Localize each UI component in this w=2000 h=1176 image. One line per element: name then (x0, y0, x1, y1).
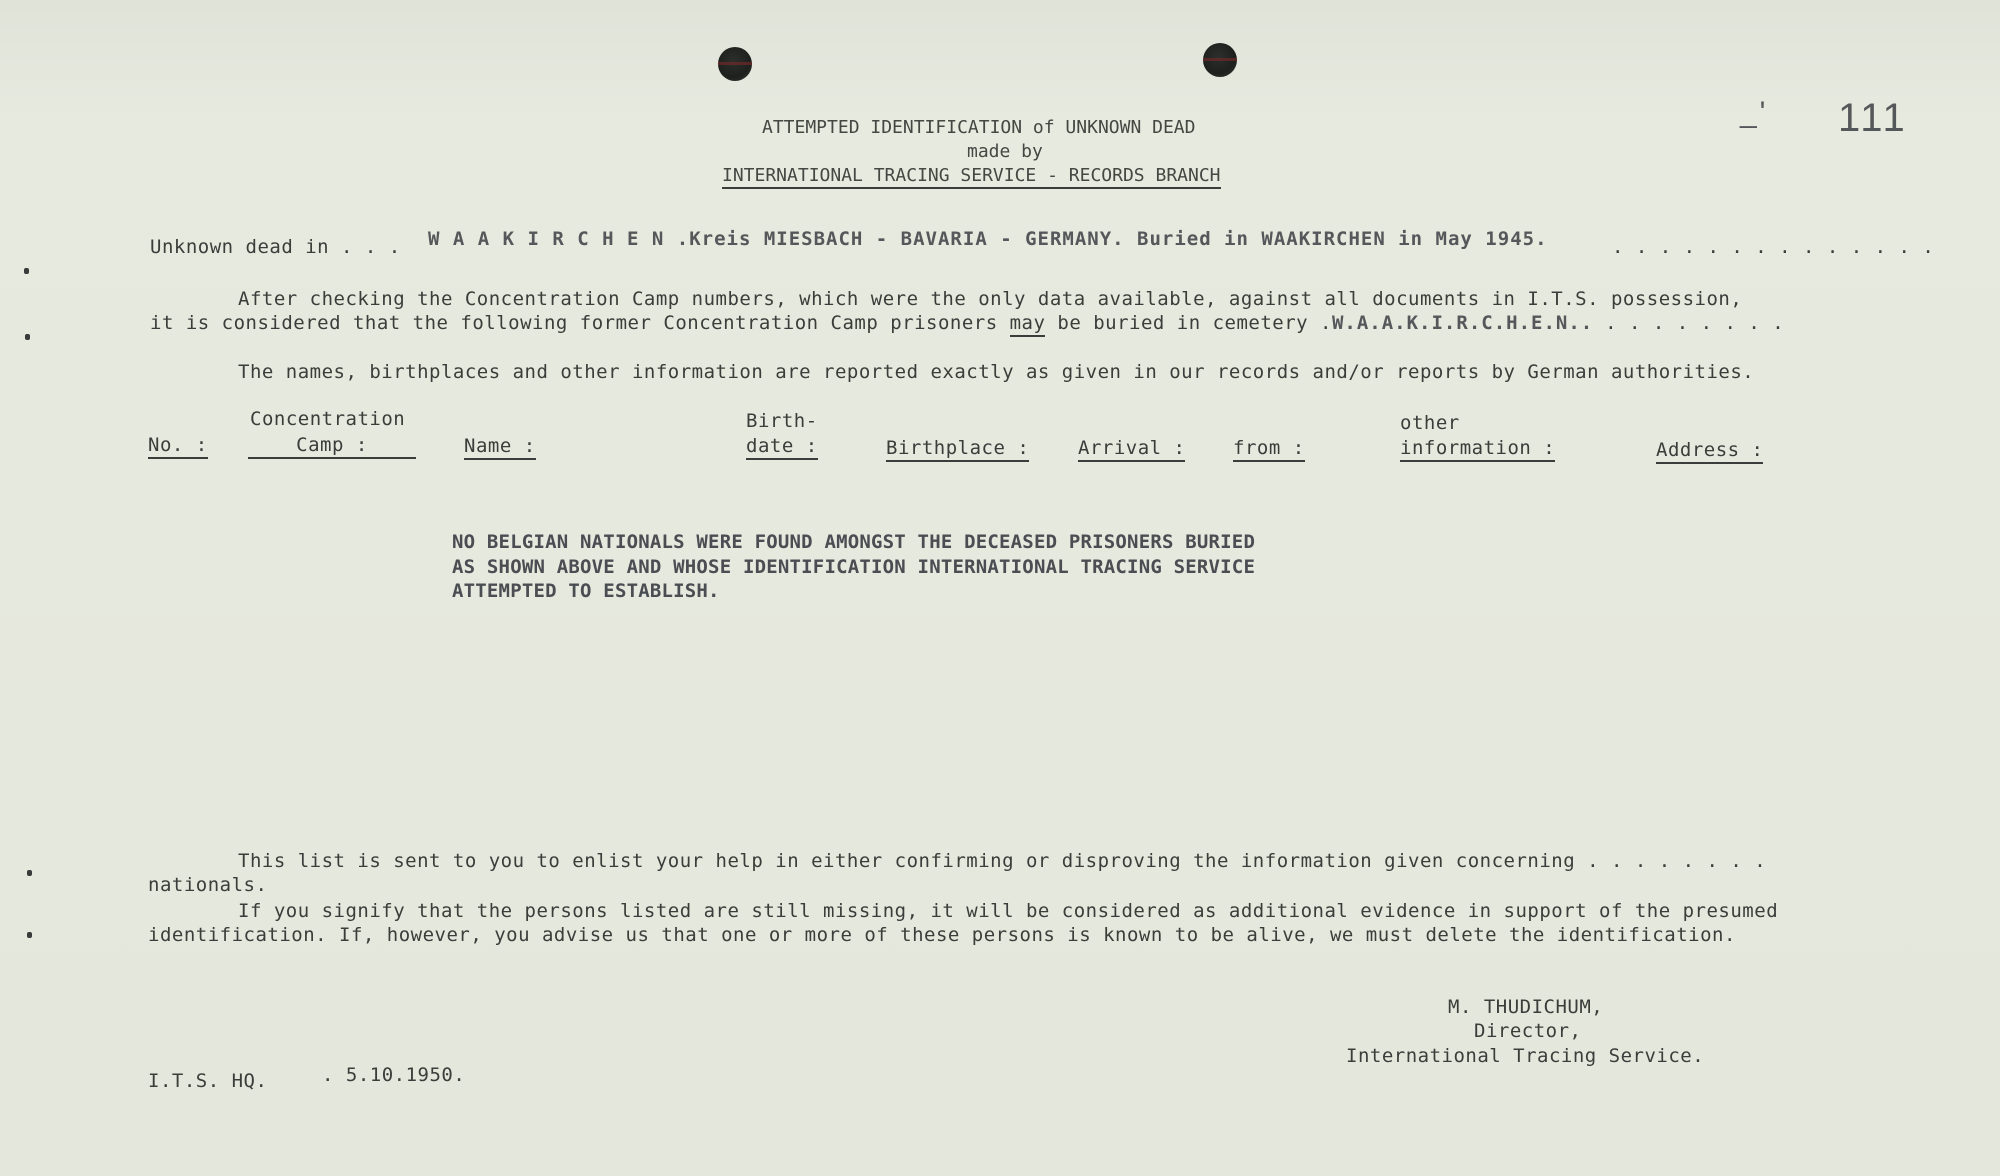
column-birthdate: date : (746, 435, 818, 460)
cemetery-location: W A A K I R C H E N .Kreis MIESBACH - BAVARIA - GERMANY. Buried in WAAKIRCHEN in May 1945. (428, 228, 1548, 250)
margin-mark (25, 334, 30, 340)
location-dots: . . . . . . . . . . . . . . (1612, 236, 1935, 258)
margin-mark (27, 932, 32, 938)
column-arrival: Arrival : (1078, 437, 1185, 462)
column-camp-line1: Concentration (250, 408, 406, 430)
footer-hq: I.T.S. HQ. (148, 1070, 268, 1092)
made-by-line: made by (967, 141, 1043, 162)
footer-date: . 5.10.1950. (322, 1064, 466, 1086)
closing-line-3: If you signify that the persons listed are still missing, it will be considered as additional evidence in support of the presumed (238, 900, 1779, 922)
organization-heading: INTERNATIONAL TRACING SERVICE - RECORDS BRANCH (722, 165, 1221, 189)
may-underlined: may (1010, 312, 1046, 337)
signatory-name: M. THUDICHUM, (1448, 996, 1604, 1018)
unknown-dead-label: Unknown dead in . . . (150, 236, 401, 258)
paragraph-1-line-2: it is considered that the following former Concentration Camp prisoners may be buried in cemetery .W.A.A.K.I.R.C.H.E.N.. . . . . . . . . (150, 312, 1784, 334)
column-birth-line1: Birth- (746, 410, 818, 432)
column-birthplace: Birthplace : (886, 437, 1029, 462)
paragraph-1-line-1: After checking the Concentration Camp numbers, which were the only data available, against all documents in I.T.S. possession, (238, 288, 1743, 310)
signatory-organization: International Tracing Service. (1346, 1045, 1705, 1067)
column-other-line1: other (1400, 412, 1460, 434)
closing-line-1: This list is sent to you to enlist your help in either confirming or disproving the information given concerning . . . . . . . . (238, 850, 1767, 872)
margin-mark (24, 268, 29, 274)
punch-hole-right (1203, 43, 1237, 77)
stamp-line-3: ATTEMPTED TO ESTABLISH. (452, 580, 720, 602)
stamp-line-2: AS SHOWN ABOVE AND WHOSE IDENTIFICATION INTERNATIONAL TRACING SERVICE (452, 556, 1256, 578)
cemetery-name: W.A.A.K.I.R.C.H.E.N.. (1331, 312, 1594, 334)
stamp-line-1: NO BELGIAN NATIONALS WERE FOUND AMONGST THE DECEASED PRISONERS BURIED (452, 531, 1256, 553)
document-title: ATTEMPTED IDENTIFICATION of UNKNOWN DEAD (762, 117, 1196, 138)
column-from: from : (1233, 437, 1305, 462)
closing-line-2: nationals. (148, 874, 268, 896)
column-no: No. : (148, 434, 208, 459)
signatory-title: Director, (1474, 1020, 1582, 1042)
page-mark: _' (1740, 96, 1769, 129)
column-other-information: information : (1400, 437, 1555, 462)
punch-hole-left (718, 47, 752, 81)
closing-line-4: identification. If, however, you advise us that one or more of these persons is known to be alive, we must delete the identification. (148, 924, 1736, 946)
margin-mark (27, 870, 32, 876)
column-name: Name : (464, 435, 536, 460)
column-address: Address : (1656, 439, 1763, 464)
page-number: 111 (1838, 96, 1908, 140)
column-camp: Camp : (248, 434, 416, 459)
paragraph-2: The names, birthplaces and other information are reported exactly as given in our records and/or reports by German authorities. (238, 361, 1755, 383)
